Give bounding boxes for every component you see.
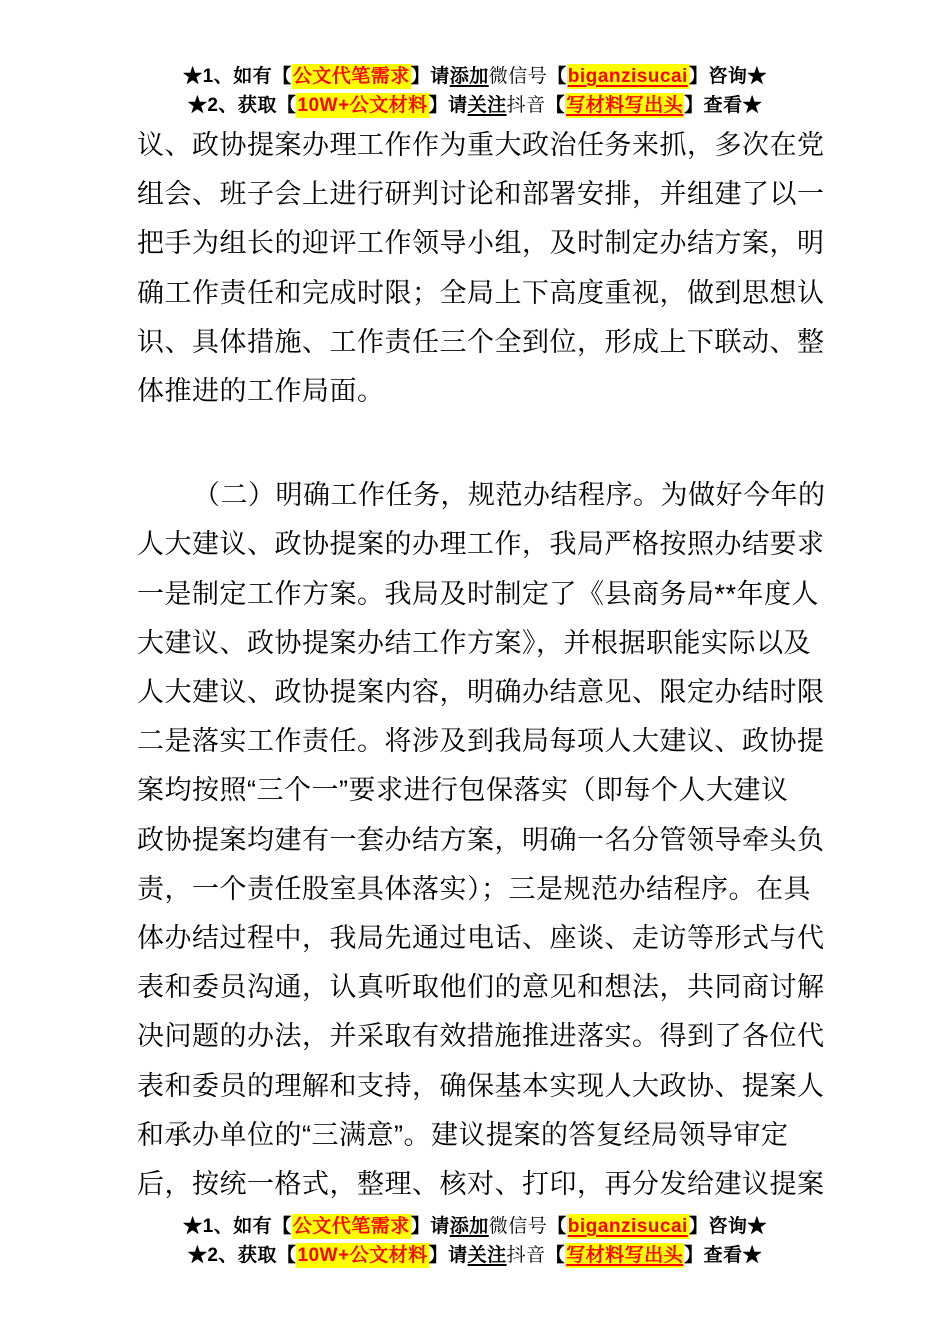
body-text-line: 表和委员的理解和支持，确保基本实现人大政协、提案人 [137, 1070, 825, 1101]
promo-underline-add: 添加 [449, 66, 489, 87]
promo-highlight-materials: 10W+公文材料 [297, 95, 428, 116]
body-text-line: 表和委员沟通，认真听取他们的意见和想法，共同商讨解 [137, 972, 825, 1003]
promo-highlight-wechat-id: biganzisucai [567, 1216, 688, 1237]
promo-highlight-wechat-id: biganzisucai [567, 66, 688, 87]
promo-header [0, 62, 950, 120]
promo-footer [0, 1212, 950, 1270]
body-text-line: 一是制定工作方案。我局及时制定了《县商务局**年度人 [137, 578, 820, 609]
promo-suffix-1: 】咨询★ [688, 66, 767, 87]
promo-suffix-2: 】查看★ [684, 95, 763, 116]
body-text-line: 议、政协提案办理工作作为重大政治任务来抓，多次在党 [137, 130, 825, 160]
promo-text: 】请 [428, 95, 468, 116]
body-text-line: 决问题的办法，并采取有效措施推进落实。得到了各位代 [137, 1021, 825, 1052]
promo-prefix-2: ★2、获取【 [187, 1245, 297, 1266]
promo-highlight-materials: 10W+公文材料 [297, 1245, 428, 1266]
promo-underline-follow: 关注 [467, 95, 507, 116]
document-body [137, 121, 837, 1209]
promo-prefix-1: ★1、如有【 [183, 1216, 292, 1237]
promo-text-douyin: 抖音 [506, 1245, 546, 1266]
promo-highlight-service: 公文代笔需求 [292, 1216, 410, 1237]
promo-header-line-1 [0, 62, 950, 91]
promo-bracket: 【 [547, 1216, 567, 1237]
promo-underline-follow: 关注 [467, 1245, 507, 1266]
promo-footer-line-1 [0, 1212, 950, 1241]
body-text-line: 政协提案均建有一套办结方案，明确一名分管领导牵头负 [137, 824, 825, 855]
body-text-line: 人大建议、政协提案内容，明确办结意见、限定办结时限 [137, 677, 825, 708]
body-paragraph-1 [137, 121, 837, 416]
body-paragraph-2 [137, 471, 837, 1209]
promo-prefix-2: ★2、获取【 [187, 95, 297, 116]
promo-bracket: 【 [545, 1245, 566, 1266]
body-text-line: 二是落实工作责任。将涉及到我局每项人大建议、政协提 [137, 726, 825, 757]
promo-suffix-2: 】查看★ [684, 1245, 763, 1266]
body-text-line: 体推进的工作局面。 [137, 376, 385, 407]
promo-highlight-douyin-id: 写材料写出头 [566, 95, 684, 116]
promo-suffix-1: 】咨询★ [688, 1216, 767, 1237]
body-text-line: 大建议、政协提案办结工作方案》，并根据职能实际以及 [137, 627, 811, 658]
body-text-line: 和承办单位的“三满意”。建议提案的答复经局领导审定 [137, 1119, 789, 1150]
promo-text-wechat: 微信号 [488, 66, 548, 87]
body-text-line: 后，按统一格式，整理、核对、打印，再分发给建议提案 [137, 1169, 825, 1200]
promo-bracket: 【 [547, 66, 567, 87]
promo-highlight-douyin-id: 写材料写出头 [566, 1245, 684, 1266]
body-text-line: 确工作责任和完成时限；全局上下高度重视，做到思想认 [137, 277, 825, 308]
body-text-line: 案均按照“三个一”要求进行包保落实（即每个人大建议 [137, 775, 789, 806]
promo-footer-line-2 [0, 1241, 950, 1270]
body-text-line: 组会、班子会上进行研判讨论和部署安排，并组建了以一 [137, 179, 825, 210]
body-text-line: 识、具体措施、工作责任三个全到位，形成上下联动、整 [137, 326, 825, 357]
body-text-line: 人大建议、政协提案的办理工作，我局严格按照办结要求 [137, 529, 825, 560]
promo-text-wechat: 微信号 [488, 1216, 548, 1237]
body-text-line: 责，一个责任股室具体落实）；三是规范办结程序。在具 [137, 873, 811, 904]
body-text-line: （二）明确工作任务，规范办结程序。为做好今年的 [193, 480, 826, 511]
promo-text: 】请 [410, 66, 450, 87]
promo-header-line-2 [0, 91, 950, 120]
promo-underline-add: 添加 [449, 1216, 489, 1237]
body-text-line: 把手为组长的迎评工作领导小组，及时制定办结方案，明 [137, 228, 825, 259]
promo-text: 】请 [428, 1245, 468, 1266]
promo-text: 】请 [410, 1216, 450, 1237]
promo-bracket: 【 [545, 95, 566, 116]
promo-highlight-service: 公文代笔需求 [292, 66, 410, 87]
body-text-line: 体办结过程中，我局先通过电话、座谈、走访等形式与代 [137, 923, 825, 954]
promo-text-douyin: 抖音 [506, 95, 546, 116]
promo-prefix-1: ★1、如有【 [183, 66, 292, 87]
